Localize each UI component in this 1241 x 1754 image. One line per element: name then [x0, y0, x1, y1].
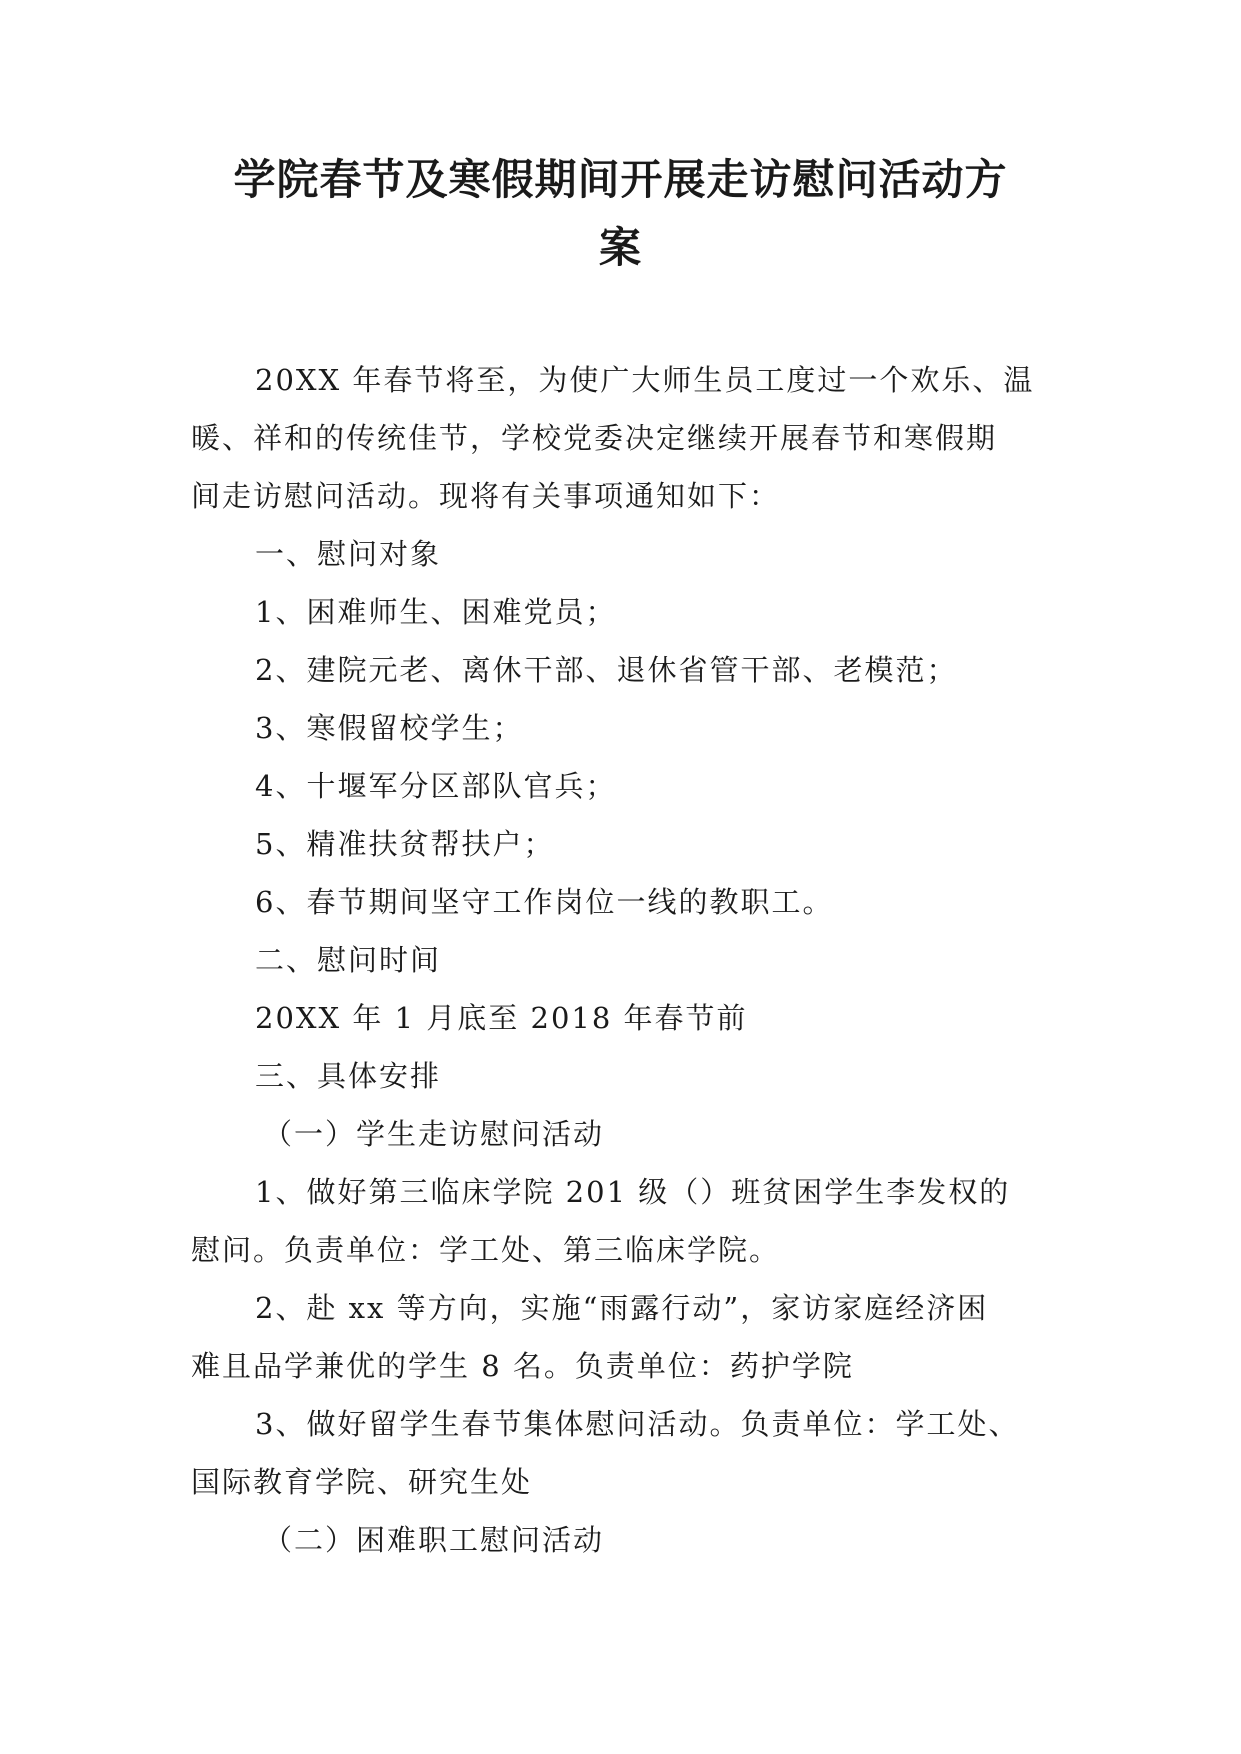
list-item: 1、困难师生、困难党员； [255, 595, 617, 629]
paragraph-line: 20XX 年春节将至，为使广大师生员工度过一个欢乐、温 [255, 363, 1035, 397]
list-item: 3、寒假留校学生； [255, 711, 524, 745]
paragraph-line: 慰问。负责单位：学工处、第三临床学院。 [191, 1233, 781, 1267]
list-item: 6、春节期间坚守工作岗位一线的教职工。 [255, 885, 834, 919]
list-item: 2、赴 xx 等方向，实施“雨露行动”，家访家庭经济困 [255, 1291, 989, 1325]
paragraph-line: 难且品学兼优的学生 8 名。负责单位：药护学院 [191, 1349, 854, 1383]
section-heading: 三、具体安排 [255, 1059, 442, 1093]
list-item: 1、做好第三临床学院 201 级（）班贫困学生李发权的 [255, 1175, 1011, 1209]
paragraph-line: 20XX 年 1 月底至 2018 年春节前 [255, 1001, 748, 1035]
list-item: 5、精准扶贫帮扶户； [255, 827, 555, 861]
subsection-heading: （一）学生走访慰问活动 [263, 1117, 605, 1151]
section-heading: 二、慰问时间 [255, 943, 442, 977]
paragraph-line: 国际教育学院、研究生处 [191, 1465, 533, 1499]
subsection-heading: （二）困难职工慰问活动 [263, 1523, 605, 1557]
section-heading: 一、慰问对象 [255, 537, 442, 571]
paragraph-line: 暖、祥和的传统佳节，学校党委决定继续开展春节和寒假期 [191, 421, 998, 455]
list-item: 3、做好留学生春节集体慰问活动。负责单位：学工处、 [255, 1407, 1020, 1441]
document-title-line-2: 案 [598, 223, 642, 272]
list-item: 2、建院元老、离休干部、退休省管干部、老模范； [255, 653, 958, 687]
document-title-line-1: 学院春节及寒假期间开展走访慰问活动方 [233, 155, 1008, 204]
list-item: 4、十堰军分区部队官兵； [255, 769, 617, 803]
paragraph-line: 间走访慰问活动。现将有关事项通知如下： [191, 479, 781, 513]
